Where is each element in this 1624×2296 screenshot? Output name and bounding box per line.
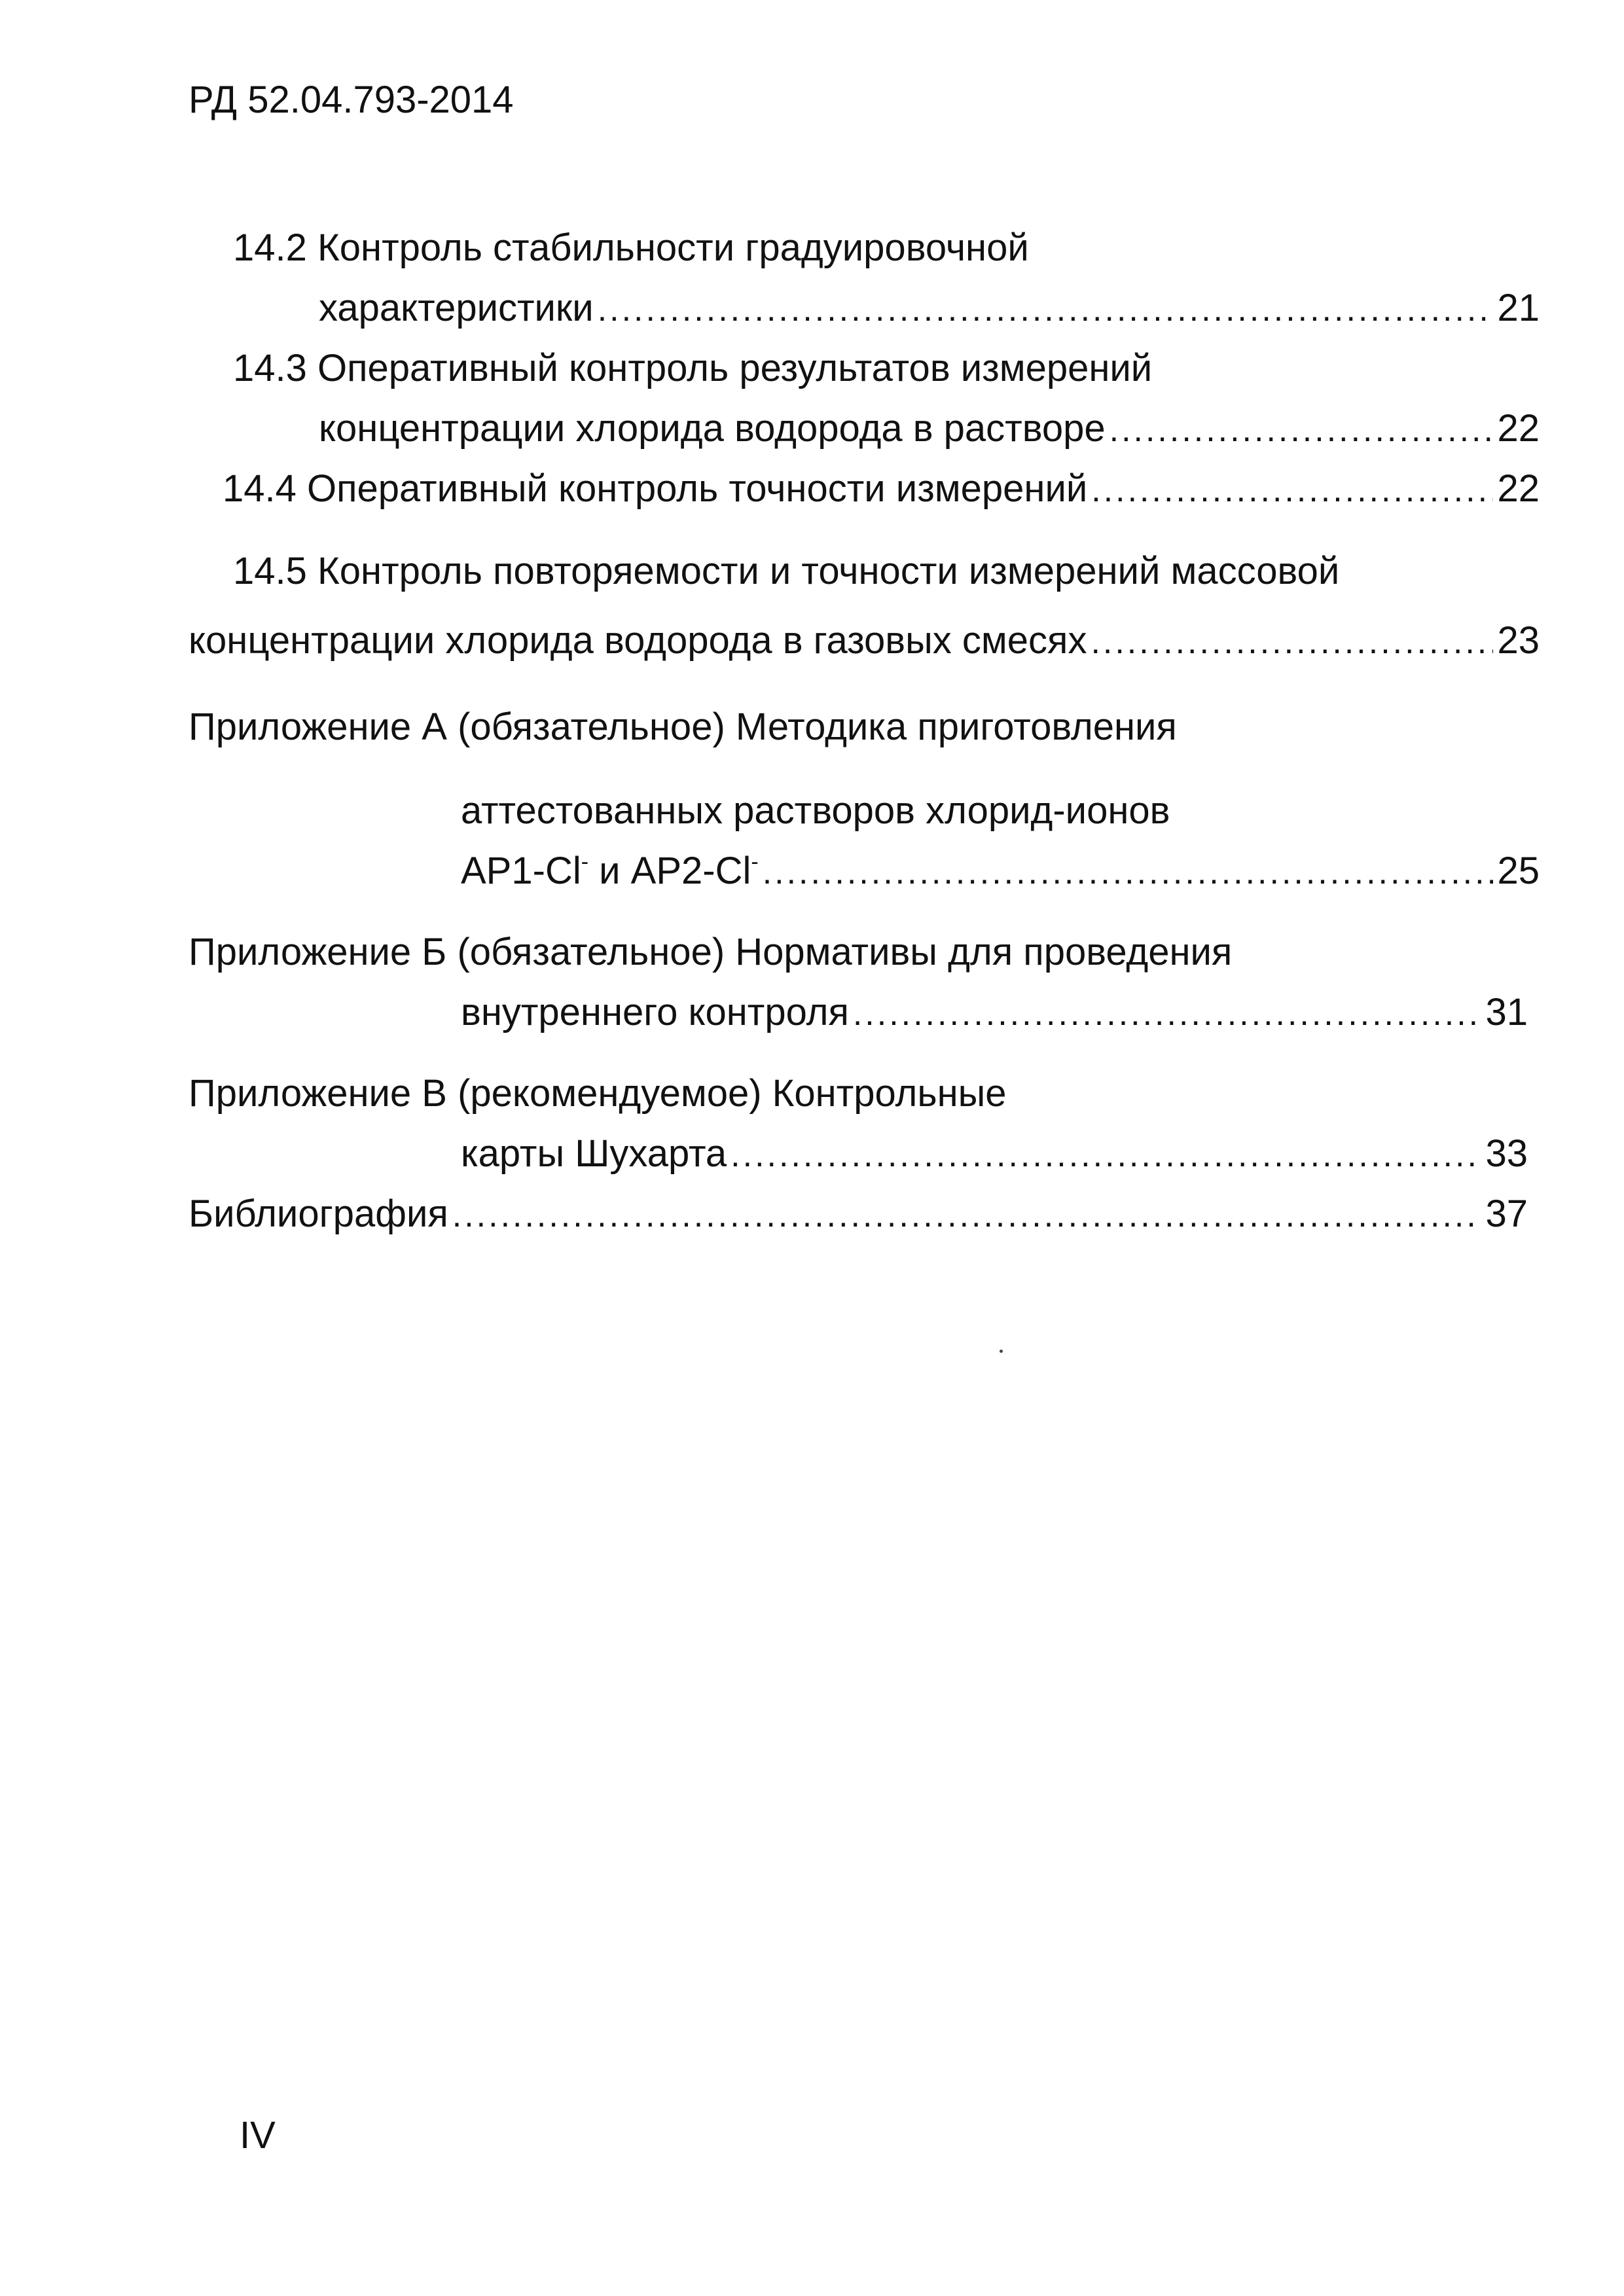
toc-bibliography[interactable] <box>189 1191 1528 1238</box>
toc-appendix-b-title: Приложение Б (обязательное) Нормативы для проведения <box>189 931 1233 973</box>
toc-appendix-v-label: карты Шухарта <box>461 1132 727 1175</box>
toc-appendix-b-label: внутреннего контроля <box>461 991 849 1033</box>
toc-entry-14-3[interactable] <box>319 406 1540 453</box>
toc-entry-14-4-page: 22 <box>1497 467 1540 510</box>
dot-leader <box>598 287 1494 332</box>
toc-entry-14-4[interactable] <box>223 466 1540 513</box>
toc-appendix-a[interactable] <box>461 848 1540 895</box>
dot-leader <box>452 1193 1482 1238</box>
toc-entry-14-4-label: 14.4 Оперативный контроль точности измерений <box>223 467 1088 510</box>
toc-entry-14-5-title: 14.5 Контроль повторяемости и точности измерений массовой <box>233 550 1340 592</box>
toc-appendix-v-title: Приложение В (рекомендуемое) Контрольные <box>189 1072 1007 1115</box>
ap1-label: АР1-Cl <box>461 850 581 892</box>
toc-entry-14-5-page: 23 <box>1497 619 1540 662</box>
toc-entry-14-5-label: концентрации хлорида водорода в газовых смесях <box>189 619 1087 662</box>
ion-charge: - <box>581 850 589 874</box>
toc-appendix-a-title: Приложение А (обязательное) Методика приготовления <box>189 706 1177 748</box>
toc-entry-14-2[interactable] <box>319 285 1540 332</box>
toc-entry-14-3-title: 14.3 Оперативный контроль результатов измерений <box>233 347 1153 389</box>
toc-appendix-a-label <box>461 848 759 894</box>
dot-leader <box>763 850 1494 895</box>
toc-appendix-a-subtitle: аттестованных растворов хлорид-ионов <box>461 789 1170 832</box>
toc-entry-14-3-page: 22 <box>1497 407 1540 450</box>
ion-charge: - <box>751 850 759 874</box>
dot-leader <box>1091 619 1493 665</box>
toc-entry-14-3-label: концентрации хлорида водорода в растворе <box>319 407 1106 450</box>
toc-bibliography-page: 37 <box>1485 1193 1528 1235</box>
toc-appendix-b[interactable] <box>461 990 1528 1037</box>
toc-entry-14-2-label: характеристики <box>319 287 594 329</box>
toc-appendix-v[interactable] <box>461 1131 1528 1178</box>
toc-appendix-b-page: 31 <box>1485 991 1528 1033</box>
document-code: РД 52.04.793-2014 <box>189 79 514 121</box>
dot-leader <box>1110 407 1494 453</box>
toc-appendix-v-page: 33 <box>1485 1132 1528 1175</box>
dot-leader <box>853 991 1482 1037</box>
dot-leader <box>731 1132 1481 1178</box>
page-number: IV <box>240 2114 276 2157</box>
scan-speck <box>1000 1350 1003 1353</box>
toc-bibliography-label: Библиография <box>189 1193 448 1235</box>
dot-leader <box>1091 467 1493 513</box>
toc-entry-14-2-page: 21 <box>1497 287 1540 329</box>
ap2-label: и АР2-Cl <box>588 850 751 892</box>
toc-entry-14-5[interactable] <box>189 618 1540 665</box>
toc-appendix-a-page: 25 <box>1497 850 1540 892</box>
toc-entry-14-2-title: 14.2 Контроль стабильности градуировочной <box>233 226 1029 269</box>
